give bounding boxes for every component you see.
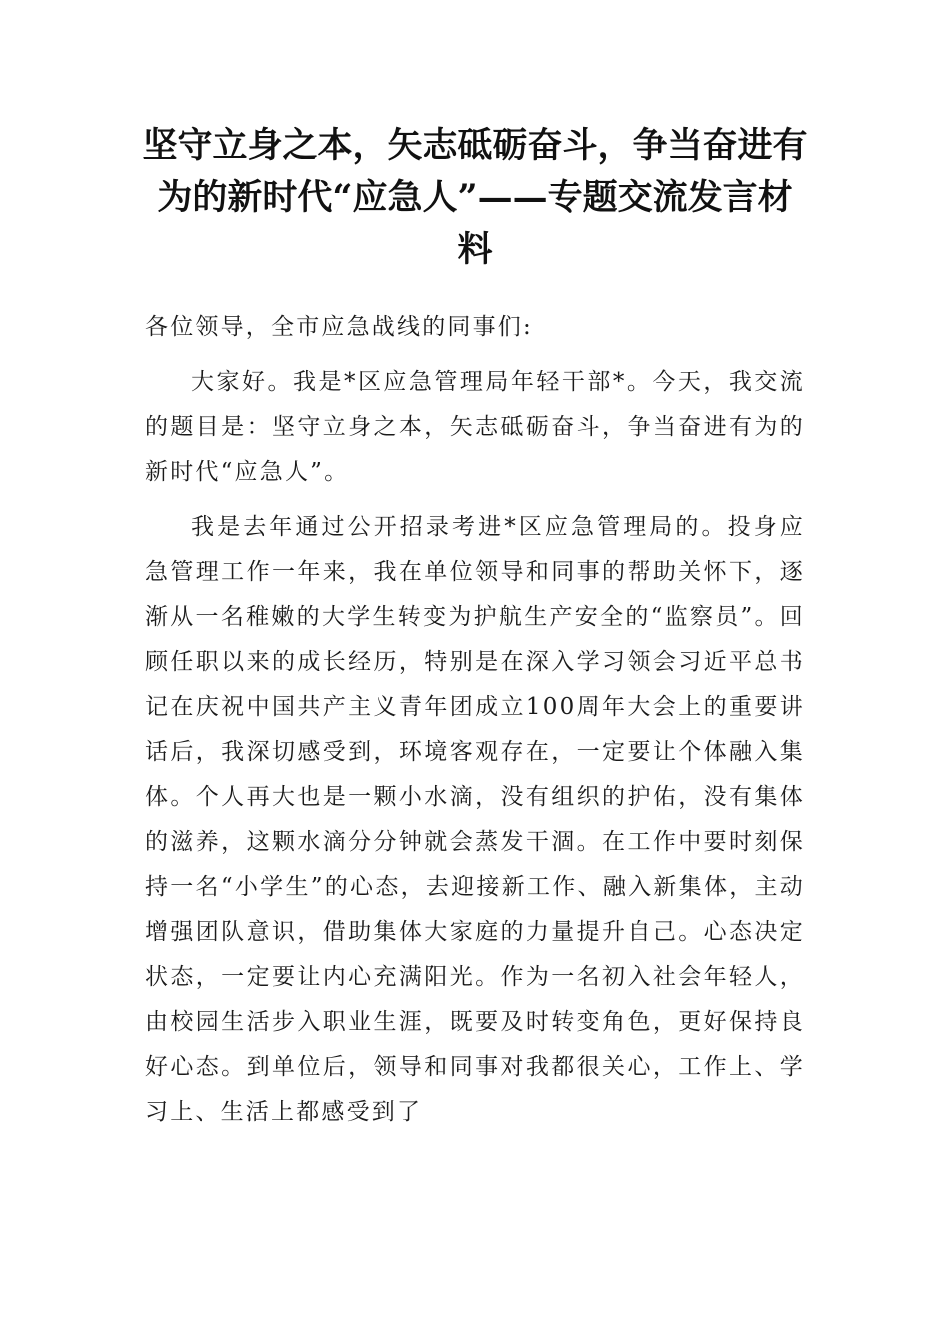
document-body	[145, 305, 805, 1145]
document-title: 坚守立身之本，矢志砥砺奋斗，争当奋进有为的新时代“应急人”——专题交流发言材料	[142, 125, 808, 270]
paragraph-greeting: 大家好。我是*区应急管理局年轻干部*。今天，我交流的题目是：坚守立身之本，矢志砥砺奋斗，争当奋进有为的新时代“应急人”。	[145, 369, 805, 485]
paragraph-experience: 我是去年通过公开招录考进*区应急管理局的。投身应急管理工作一年来，我在单位领导和同事的帮助关怀下，逐渐从一名稚嫩的大学生转变为护航生产安全的“监察员”。回顾任职以来的成长经历，特别是在深入学习领会习近平总书记在庆祝中国共产主义青年团成立100周年大会上的重要讲话后，我深切感受到，环境客观存在，一定要让个体融入集体。个人再大也是一颗小水滴，没有组织的护佑，没有集体的滋养，这颗水滴分分钟就会蒸发干涸。在工作中要时刻保持一名“小学生”的心态，去迎接新工作、融入新集体，主动增强团队意识，借助集体大家庭的力量提升自己。心态决定状态，一定要让内心充满阳光。作为一名初入社会年轻人，由校园生活步入职业生涯，既要及时转变角色，更好保持良好心态。到单位后，领导和同事对我都很关心，工作上、学习上、生活上都感受到了	[145, 514, 805, 1125]
salutation: 各位领导，全市应急战线的同事们:	[145, 314, 533, 340]
